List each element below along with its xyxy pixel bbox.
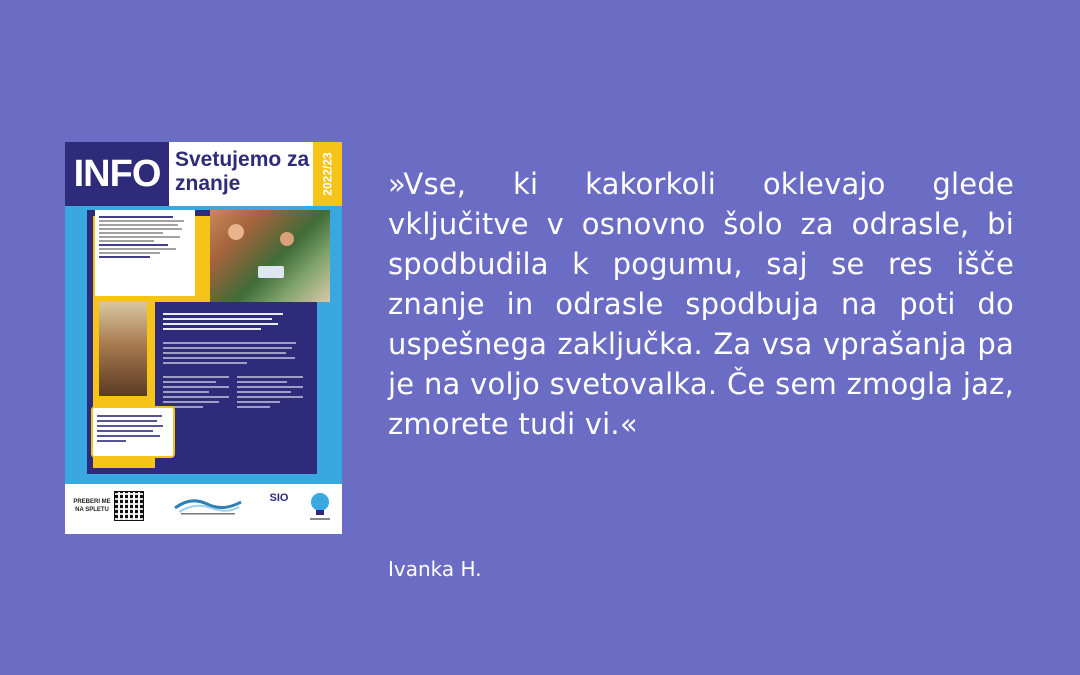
testimonial-bubble xyxy=(91,406,175,458)
cover-title: Svetujemo za znanje xyxy=(175,148,310,195)
cover-year: 2022/23 xyxy=(320,152,335,196)
cover-body xyxy=(65,206,342,484)
brochure-cover-image xyxy=(65,142,342,534)
testimonial-quote: »Vse, ki kakorkoli oklevajo glede vključitve v osnovno šolo za odrasle, bi spodbudila k pogumu, saj se res išče znanje in odrasle spodbuja na poti do uspešnega zaključka. Za vsa vprašanja pa je na voljo svetovalka. Če sem zmogla jaz, zmorete tudi vi.« xyxy=(388,167,1014,441)
ministry-logo-icon xyxy=(173,494,243,516)
cover-footer xyxy=(65,484,342,534)
cover-header xyxy=(65,142,342,206)
intro-text-panel xyxy=(95,210,195,296)
sio-logo-icon: SIO xyxy=(269,492,289,504)
quote-author: Ivanka H. xyxy=(388,557,482,581)
lightbulb-logo-icon xyxy=(305,490,335,524)
classroom-photo xyxy=(210,210,330,302)
interior-photo xyxy=(99,302,147,396)
info-label: INFO xyxy=(65,142,169,206)
scan-label: PREBERI ME NA SPLETU xyxy=(73,499,111,513)
qr-code-icon xyxy=(115,492,143,520)
info-panel xyxy=(155,302,311,468)
